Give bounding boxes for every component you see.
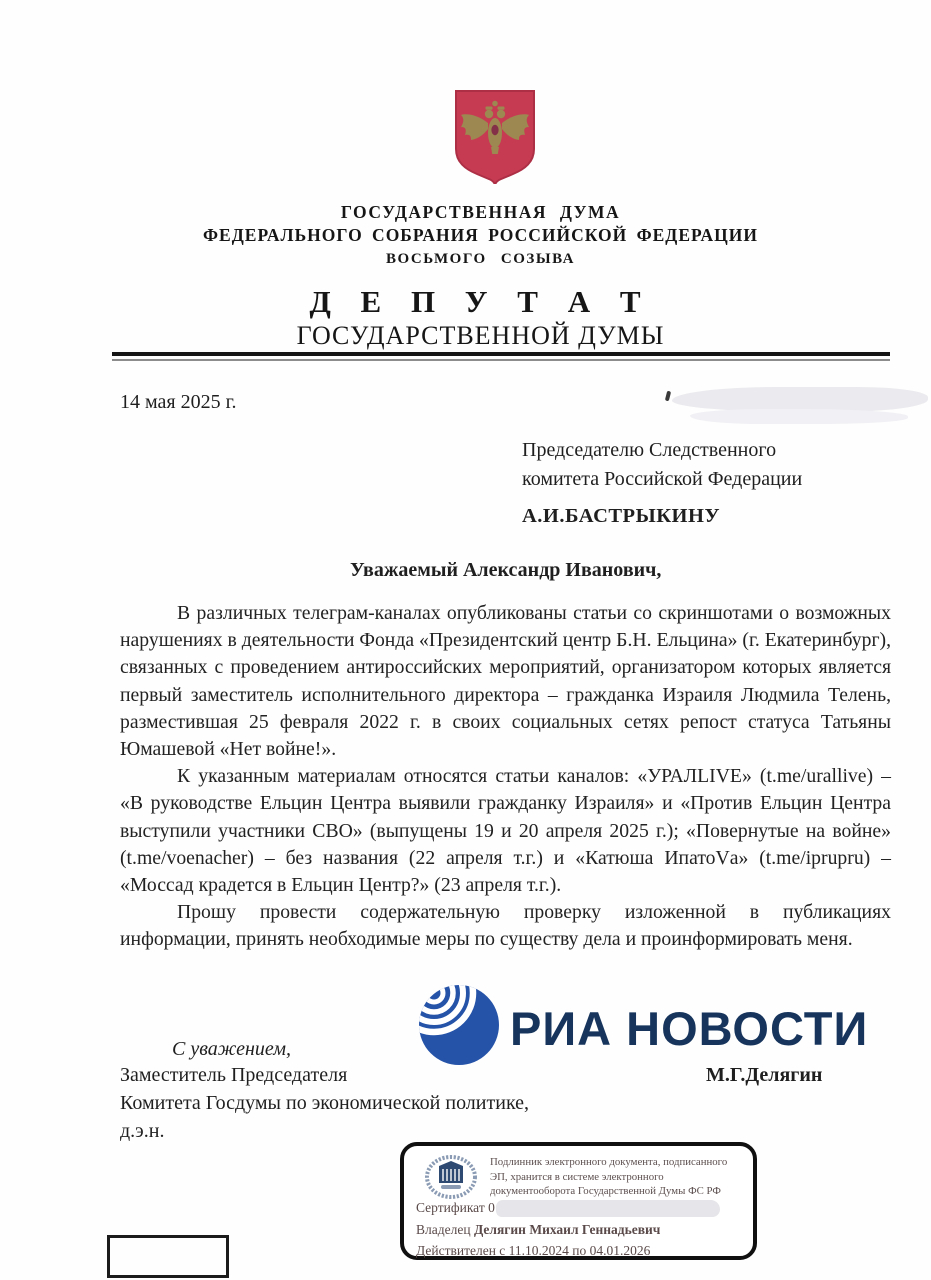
closing-regards: С уважением, — [172, 1038, 292, 1060]
body-paragraph-3: Прошу провести содержательную проверку изложенной в публикациях информации, принять необходимые меры по существу дела и проинформировать меня. — [120, 901, 891, 951]
e-signature-stamp — [400, 1142, 757, 1260]
ria-novosti-wordmark: РИА НОВОСТИ — [510, 1001, 869, 1055]
letter-body — [120, 600, 891, 954]
deputy-title: Д Е П У Т А Т — [309, 284, 652, 319]
owner-label: Владелец — [416, 1222, 471, 1237]
letterhead — [30, 201, 931, 351]
duma-emblem-icon — [424, 1155, 478, 1203]
body-paragraph-1: В различных телеграм-каналах опубликованы статьи со скриншотами о возможных нарушениях в деятельности Фонда «Президентский центр Б.Н. Ельцина» (г. Екатеринбург), связанных с проведением антироссийских мероприятий, организатором которых является первый заместитель исполнительного директора – гражданка Израиля Людмила Телень, разместившая 25 февраля 2022 г. в своих социальных сетях репост статуса Татьяны Юмашевой «Нет войне!». — [120, 602, 891, 761]
salutation: Уважаемый Александр Иванович, — [350, 559, 662, 581]
addressee-line2: комитета Российской Федерации — [522, 468, 803, 490]
addressee-name: А.И.БАСТРЫКИНУ — [522, 505, 720, 527]
org-name-line2: ФЕДЕРАЛЬНОГО СОБРАНИЯ РОССИЙСКОЙ ФЕДЕРАЦИИ — [203, 225, 758, 245]
certificate-label: Сертификат — [416, 1200, 485, 1215]
redacted-number-blob-2 — [690, 409, 908, 424]
letterhead-divider — [112, 352, 890, 361]
russian-coat-of-arms-icon — [451, 88, 539, 184]
letter-date: 14 мая 2025 г. — [120, 391, 237, 413]
addressee-line1: Председателю Следственного — [522, 439, 777, 461]
deputy-subtitle: ГОСУДАРСТВЕННОЙ ДУМЫ — [296, 321, 665, 350]
org-name-line3: ВОСЬМОГО СОЗЫВА — [386, 251, 575, 267]
certificate-prefix: 0 — [488, 1200, 495, 1215]
owner-name: Делягин Михаил Геннадьевич — [473, 1222, 661, 1237]
signer-name: М.Г.Делягин — [706, 1064, 823, 1086]
body-paragraph-2: К указанным материалам относятся статьи каналов: «УРАЛLIVE» (t.me/urallive) – «В руководстве Ельцин Центра выявили гражданку Израиля» и «Против Ельцин Центра выступили участники СВО» (выпущены 19 и 20 апреля 2025 г.); «Повернутые на войне» (t.me/voenacher) – без названия (22 апреля т.г.) и «Катюша ИпатоVа» (t.me/iprupru) – «Моссад крадется в Ельцин Центр?» (23 апреля т.г.). — [120, 765, 891, 897]
stamp-certificate-line — [416, 1200, 720, 1217]
certificate-redaction-blob — [496, 1200, 720, 1217]
addressee-block — [522, 436, 802, 494]
ria-novosti-globe-icon — [418, 984, 500, 1066]
redaction-mark — [665, 391, 671, 402]
signer-position-line3: д.э.н. — [120, 1120, 165, 1142]
stamp-owner-line — [416, 1222, 660, 1238]
org-name-line1: ГОСУДАРСТВЕННАЯ ДУМА — [340, 202, 621, 222]
stamp-validity-line: Действителен с 11.10.2024 по 04.01.2026 — [416, 1243, 651, 1258]
empty-stamp-box — [107, 1235, 229, 1278]
signer-position-line2: Комитета Госдумы по экономической политике, — [120, 1092, 530, 1114]
ria-novosti-watermark — [418, 984, 868, 1066]
signer-position-line1: Заместитель Председателя — [120, 1064, 348, 1086]
stamp-header-text: Подлинник электронного документа, подписанного ЭП, хранится в системе электронного документооборота Государственной Думы ФС РФ — [490, 1156, 728, 1197]
